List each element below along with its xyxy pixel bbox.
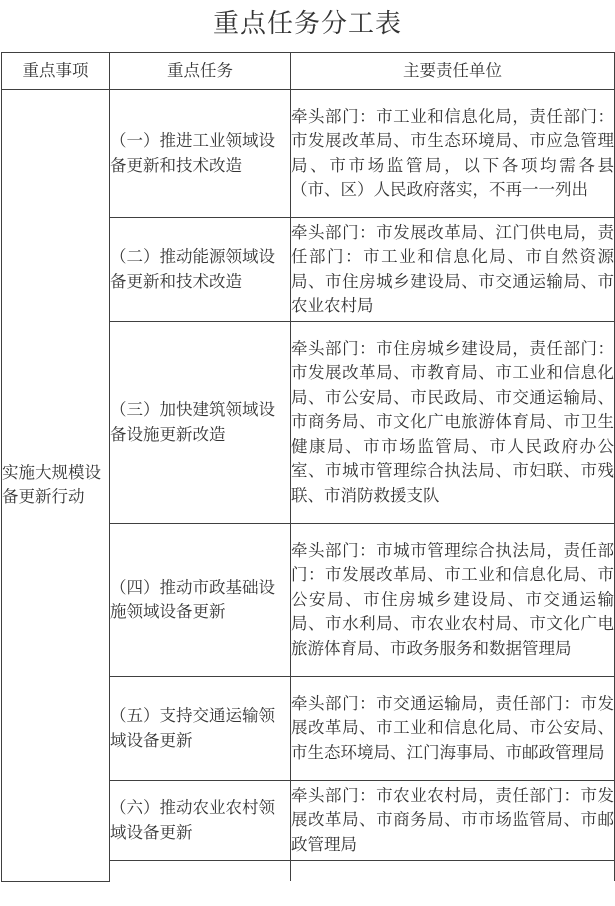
task-division-table [1,52,615,882]
task-cell: （四）推动市政基础设施领域设备更新 [110,524,291,677]
task-cell: （六）推动农业农村领域设备更新 [110,781,291,861]
responsible-unit-cell: 牵头部门：市农业农村局，责任部门：市发展改革局、市商务局、市市场监管局、市邮政管理局 [291,781,615,861]
responsible-unit-cell: 牵头部门：市城市管理综合执法局，责任部门：市发展改革局、市工业和信息化局、市公安局、市住房城乡建设局、市交通运输局、市水利局、市农业农村局、市文化广电旅游体育局、市政务服务和数据管理局 [291,524,615,677]
task-cell: （二）推动能源领域设备更新和技术改造 [110,218,291,322]
table-header-row [2,53,615,90]
key-matter-cell: 实施大规模设备更新行动 [2,90,110,882]
empty-cell [110,861,291,882]
responsible-unit-cell: 牵头部门：市住房城乡建设局，责任部门：市发展改革局、市教育局、市工业和信息化局、市公安局、市民政局、市交通运输局、市商务局、市文化广电旅游体育局、市卫生健康局、市市场监管局、市人民政府办公室、市城市管理综合执法局、市妇联、市残联、市消防救援支队 [291,322,615,524]
header-key-task: 重点任务 [110,53,291,90]
task-cell: （五）支持交通运输领域设备更新 [110,677,291,781]
task-cell: （一）推进工业领域设备更新和技术改造 [110,90,291,218]
empty-cell [291,861,615,882]
responsible-unit-cell: 牵头部门：市发展改革局、江门供电局，责任部门：市工业和信息化局、市自然资源局、市住房城乡建设局、市交通运输局、市农业农村局 [291,218,615,322]
header-key-matter: 重点事项 [2,53,110,90]
responsible-unit-cell: 牵头部门：市工业和信息化局，责任部门：市发展改革局、市生态环境局、市应急管理局、市市场监管局，以下各项均需各县（市、区）人民政府落实，不再一一列出 [291,90,615,218]
header-responsible-unit: 主要责任单位 [291,53,615,90]
table-row [2,90,615,218]
responsible-unit-cell: 牵头部门：市交通运输局，责任部门：市发展改革局、市工业和信息化局、市公安局、市生态环境局、江门海事局、市邮政管理局 [291,677,615,781]
task-cell: （三）加快建筑领域设备设施更新改造 [110,322,291,524]
page-title: 重点任务分工表 [212,9,402,39]
